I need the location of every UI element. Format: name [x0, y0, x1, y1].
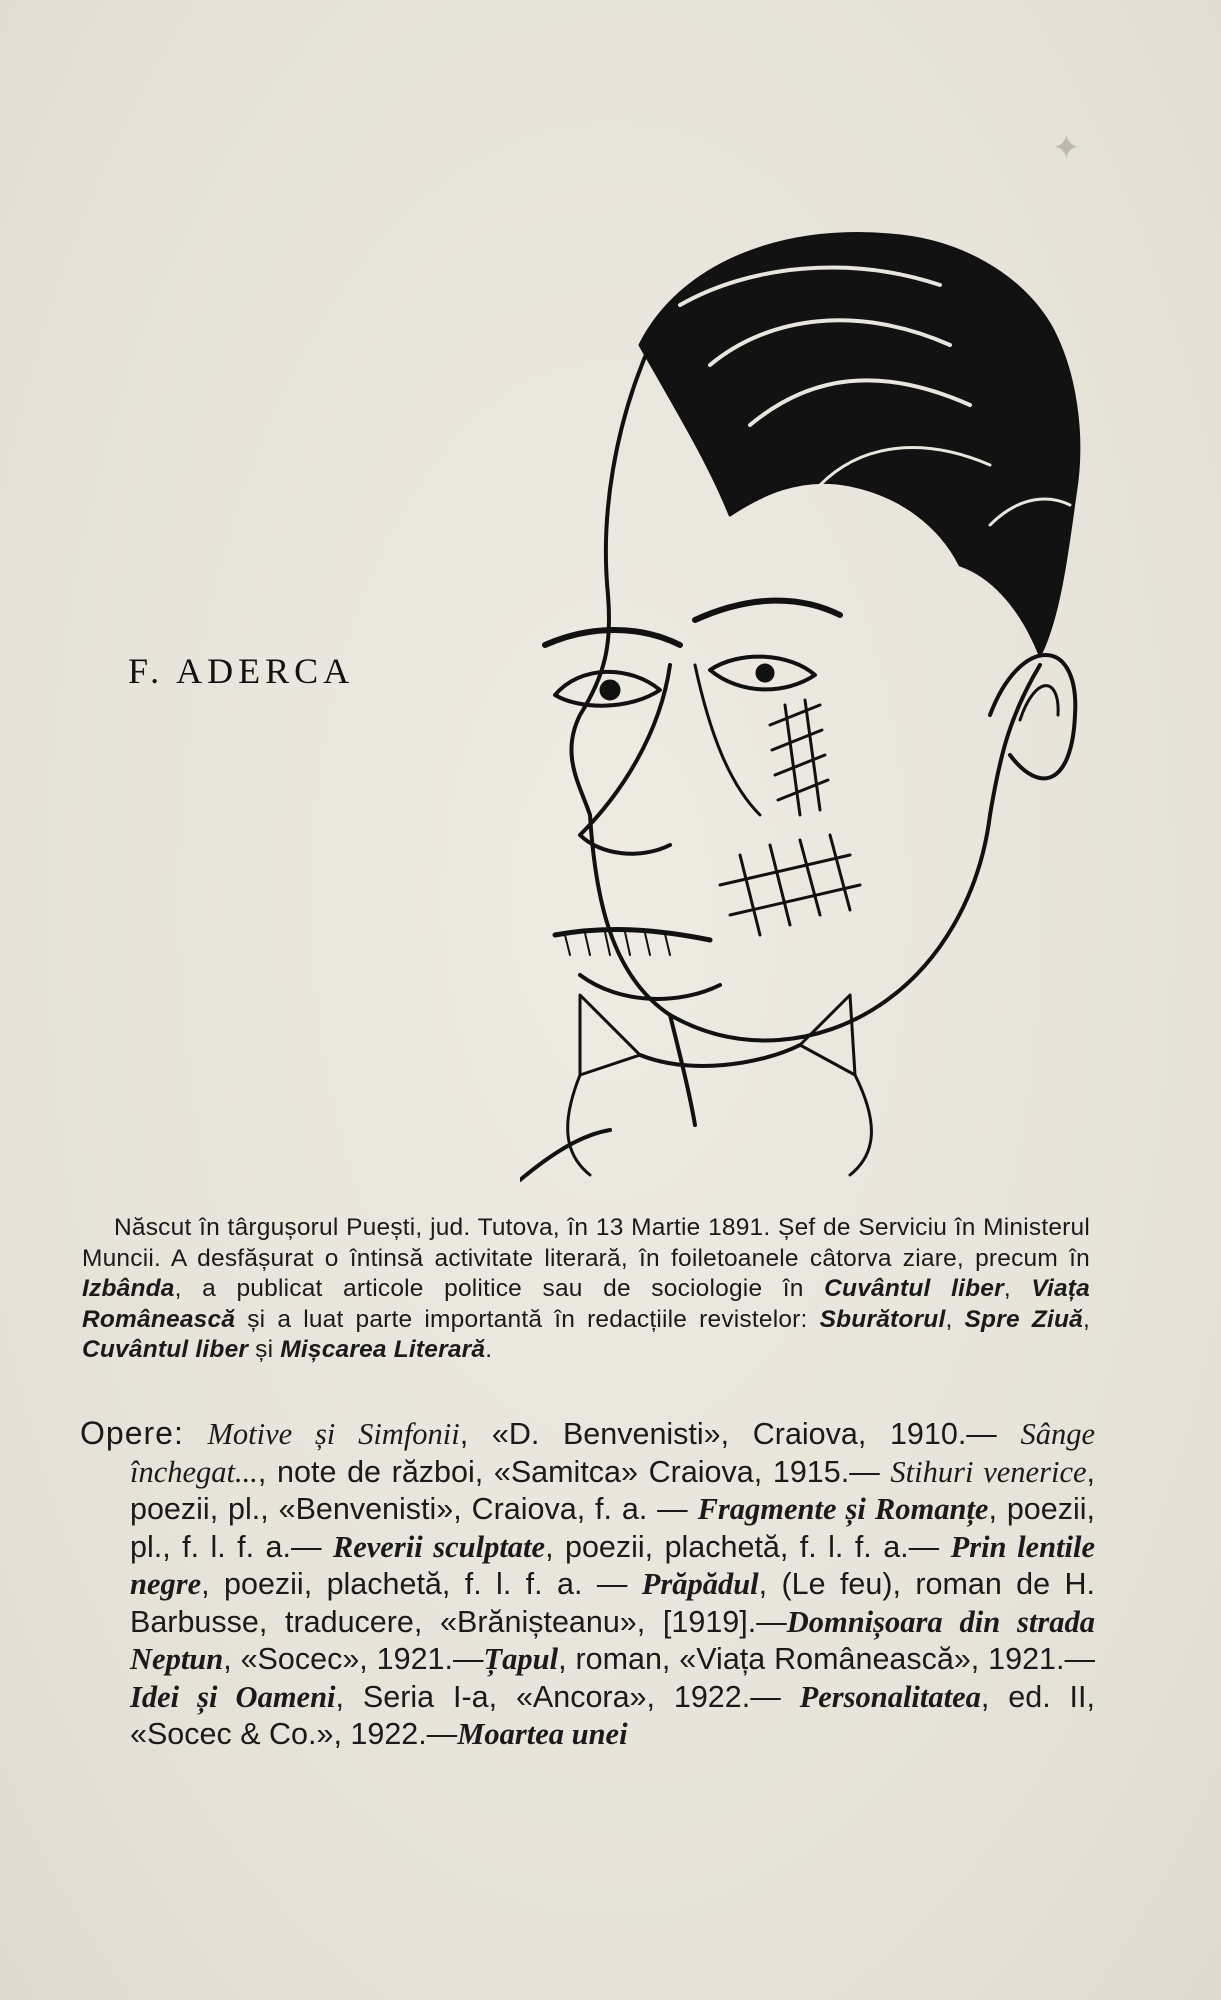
work-details: , poezii, pl., f. l. f. a.— — [130, 1492, 1095, 1564]
cheek-hatching — [770, 700, 828, 815]
work-title: Fragmente și Romanțe — [697, 1492, 989, 1526]
journal-title: Viața Românească — [82, 1275, 1090, 1333]
work-title: Domnișoara din strada Neptun — [130, 1604, 1095, 1676]
bio-text: Născut în târgușorul Puești, jud. Tutova, în 13 Martie 1891. Șef de Serviciu în Ministerul Muncii. A desfășurat o întinsă activitate literară, în foiletoanele câtorva ziare, precum în — [82, 1214, 1090, 1272]
work-details: , note de război, «Samitca» Craiova, 1915.— — [257, 1454, 891, 1489]
neck — [670, 1015, 695, 1125]
work-details: , poezii, plachetă, f. l. f. a.— — [545, 1529, 951, 1564]
work-title: Prăpădul — [641, 1567, 759, 1601]
work-details: , «D. Benvenisti», Craiova, 1910.— — [459, 1417, 1021, 1451]
right-pupil — [756, 664, 774, 682]
left-pupil — [600, 680, 620, 700]
hair-mass — [640, 233, 1079, 655]
jaw-line — [880, 665, 1040, 1005]
lower-hatching — [720, 835, 860, 935]
bio-text: , — [1082, 1305, 1090, 1333]
shirt-lines — [568, 1075, 872, 1175]
work-details: , poezii, plachetă, f. l. f. a. — — [201, 1567, 642, 1601]
work-details: , poezii, pl., «Benvenisti», Craiova, f. a. — — [130, 1454, 1095, 1526]
bio-text: , — [1003, 1275, 1032, 1302]
bio-text: . — [485, 1336, 493, 1363]
right-eyebrow — [695, 601, 840, 620]
journal-title: Mișcarea Literară — [280, 1336, 486, 1363]
left-eyebrow — [545, 630, 680, 645]
works-label: Opere: — [80, 1415, 184, 1451]
work-title: Moartea unei — [457, 1717, 628, 1751]
work-title: Personalitatea — [799, 1679, 981, 1714]
bio-text: , a publicat articole politice sau de sociologie în — [174, 1275, 825, 1302]
journal-title: Cuvântul liber — [82, 1336, 249, 1363]
work-details: , «Socec», 1921.— — [223, 1642, 484, 1676]
work-title: Prin lentile negre — [130, 1529, 1096, 1601]
work-title: Idei și Oameni — [130, 1679, 336, 1714]
bio-text: , — [945, 1305, 965, 1333]
work-title: Sânge închegat... — [130, 1417, 1095, 1489]
work-details: , Seria I-a, «Ancora», 1922.— — [335, 1679, 800, 1714]
journal-title: Sburătorul — [819, 1305, 946, 1333]
bio-text: și a luat parte importantă în redacțiile revistelor: — [235, 1305, 820, 1333]
mouth — [555, 930, 710, 940]
work-details: , roman, «Viața Românească», 1921.— — [558, 1642, 1095, 1676]
journal-title: Spre Ziuă — [964, 1305, 1083, 1333]
work-title: Motive și Simfonii — [207, 1417, 460, 1451]
journal-title: Izbânda — [82, 1275, 175, 1302]
bio-text: și — [248, 1336, 281, 1363]
works-list — [80, 1415, 1095, 1754]
work-title: Stihuri venerice — [890, 1454, 1087, 1489]
author-portrait-drawing — [520, 195, 1095, 1185]
shoulder — [520, 1130, 610, 1180]
chin — [580, 975, 720, 999]
work-details: , ed. II, «Socec & Co.», 1922.— — [130, 1679, 1095, 1751]
collar — [640, 1045, 800, 1066]
work-title: Reverii sculptate — [332, 1529, 546, 1564]
author-name-heading: F. ADERCA — [128, 651, 355, 691]
work-details: , (Le feu), roman de H. Barbusse, traducere, «Brănișteanu», [1919].— — [130, 1567, 1095, 1639]
page-corner-mark: ✦ — [1052, 130, 1081, 167]
work-title: Țapul — [483, 1642, 559, 1676]
journal-title: Cuvântul liber — [824, 1275, 1004, 1302]
biography-paragraph — [82, 1213, 1090, 1366]
